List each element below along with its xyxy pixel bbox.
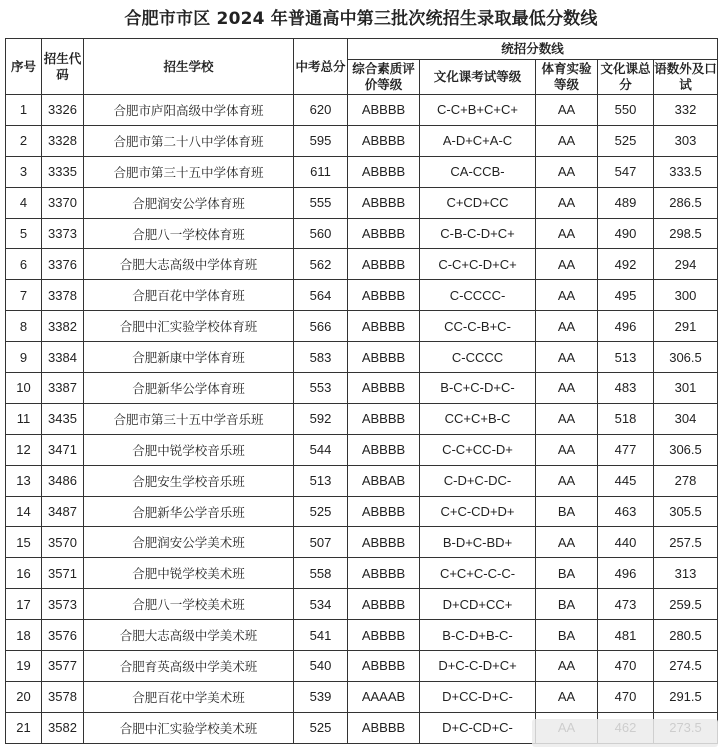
cell-seq: 21 [6, 712, 42, 743]
cell-culture-total: 481 [598, 620, 654, 651]
cell-school: 合肥百花中学体育班 [84, 280, 294, 311]
cell-seq: 3 [6, 156, 42, 187]
cell-pe: AA [536, 95, 598, 126]
cell-grade: C-C+B+C+C+ [420, 95, 536, 126]
cell-culture-total: 477 [598, 434, 654, 465]
cell-culture-total: 470 [598, 651, 654, 682]
table-row [6, 95, 718, 126]
table-row [6, 125, 718, 156]
cell-grade: C-D+C-DC- [420, 465, 536, 496]
header-seq: 序号 [6, 39, 42, 95]
cell-pe: AA [536, 342, 598, 373]
cell-pe: AA [536, 681, 598, 712]
cell-culture-total: 473 [598, 589, 654, 620]
table-row [6, 558, 718, 589]
table-row [6, 651, 718, 682]
cell-quality: ABBBB [348, 589, 420, 620]
cell-school: 合肥新华公学音乐班 [84, 496, 294, 527]
header-lang: 语数外及口试 [654, 60, 718, 95]
table-row [6, 589, 718, 620]
cell-total: 566 [294, 311, 348, 342]
cell-total: 620 [294, 95, 348, 126]
cell-code: 3376 [42, 249, 84, 280]
header-culture-total: 文化课总分 [598, 60, 654, 95]
cell-total: 553 [294, 373, 348, 404]
cell-code: 3370 [42, 187, 84, 218]
cell-culture-total: 463 [598, 496, 654, 527]
cell-grade: C-CCCC [420, 342, 536, 373]
cell-seq: 19 [6, 651, 42, 682]
cell-grade: C-C+C-D+C+ [420, 249, 536, 280]
cell-grade: C+C+C-C-C- [420, 558, 536, 589]
cell-total: 525 [294, 496, 348, 527]
cell-school: 合肥市第二十八中学体育班 [84, 125, 294, 156]
cell-grade: D+C-C-D+C+ [420, 651, 536, 682]
cell-seq: 8 [6, 311, 42, 342]
cell-lang: 278 [654, 465, 718, 496]
table-row [6, 527, 718, 558]
cell-quality: ABBAB [348, 465, 420, 496]
table-row [6, 280, 718, 311]
cell-lang: 304 [654, 403, 718, 434]
cell-pe: BA [536, 496, 598, 527]
cell-culture-total: 550 [598, 95, 654, 126]
cell-seq: 17 [6, 589, 42, 620]
cell-seq: 2 [6, 125, 42, 156]
cell-pe: AA [536, 280, 598, 311]
cell-culture-total: 470 [598, 681, 654, 712]
cell-code: 3576 [42, 620, 84, 651]
cell-quality: ABBBB [348, 249, 420, 280]
cell-pe: AA [536, 651, 598, 682]
cell-seq: 11 [6, 403, 42, 434]
cell-code: 3487 [42, 496, 84, 527]
page-title: 合肥市市区 2024 年普通高中第三批次统招生录取最低分数线 [124, 9, 598, 29]
cell-quality: ABBBB [348, 403, 420, 434]
cell-total: 555 [294, 187, 348, 218]
cell-code: 3578 [42, 681, 84, 712]
cell-lang: 306.5 [654, 342, 718, 373]
cell-code: 3382 [42, 311, 84, 342]
cell-total: 583 [294, 342, 348, 373]
cell-quality: AAAAB [348, 681, 420, 712]
cell-quality: ABBBB [348, 712, 420, 743]
table-row [6, 496, 718, 527]
cell-code: 3335 [42, 156, 84, 187]
table-row [6, 403, 718, 434]
cell-total: 513 [294, 465, 348, 496]
cell-code: 3571 [42, 558, 84, 589]
table-row [6, 434, 718, 465]
cell-lang: 257.5 [654, 527, 718, 558]
cell-school: 合肥中锐学校美术班 [84, 558, 294, 589]
cell-quality: ABBBB [348, 125, 420, 156]
cell-pe: AA [536, 403, 598, 434]
cell-culture-total: 525 [598, 125, 654, 156]
cell-seq: 18 [6, 620, 42, 651]
cell-code: 3373 [42, 218, 84, 249]
cell-seq: 13 [6, 465, 42, 496]
cell-code: 3573 [42, 589, 84, 620]
cell-grade: D+C-CD+C- [420, 712, 536, 743]
cell-quality: ABBBB [348, 311, 420, 342]
cell-seq: 16 [6, 558, 42, 589]
cell-seq: 7 [6, 280, 42, 311]
cell-pe: AA [536, 187, 598, 218]
cell-seq: 5 [6, 218, 42, 249]
header-total: 中考总分 [294, 39, 348, 95]
cell-total: 595 [294, 125, 348, 156]
cell-school: 合肥八一学校美术班 [84, 589, 294, 620]
cell-total: 558 [294, 558, 348, 589]
table-row [6, 373, 718, 404]
cell-lang: 280.5 [654, 620, 718, 651]
header-code: 招生代码 [42, 39, 84, 95]
cell-school: 合肥润安公学美术班 [84, 527, 294, 558]
cell-lang: 286.5 [654, 187, 718, 218]
cell-culture-total: 490 [598, 218, 654, 249]
cell-code: 3486 [42, 465, 84, 496]
cell-school: 合肥大志高级中学美术班 [84, 620, 294, 651]
cell-school: 合肥安生学校音乐班 [84, 465, 294, 496]
cell-grade: CA-CCB- [420, 156, 536, 187]
cell-pe: AA [536, 249, 598, 280]
cell-school: 合肥大志高级中学体育班 [84, 249, 294, 280]
cell-total: 564 [294, 280, 348, 311]
table-row [6, 620, 718, 651]
cell-lang: 294 [654, 249, 718, 280]
cell-culture-total: 547 [598, 156, 654, 187]
cell-school: 合肥市第三十五中学体育班 [84, 156, 294, 187]
cell-culture-total: 492 [598, 249, 654, 280]
cell-total: 507 [294, 527, 348, 558]
cell-total: 592 [294, 403, 348, 434]
cell-pe: AA [536, 218, 598, 249]
cell-code: 3582 [42, 712, 84, 743]
cell-code: 3471 [42, 434, 84, 465]
table-body [6, 95, 718, 744]
cell-lang: 301 [654, 373, 718, 404]
table-row [6, 187, 718, 218]
table-row [6, 156, 718, 187]
cell-total: 539 [294, 681, 348, 712]
cell-lang: 333.5 [654, 156, 718, 187]
cell-school: 合肥市庐阳高级中学体育班 [84, 95, 294, 126]
cell-lang: 274.5 [654, 651, 718, 682]
cell-seq: 9 [6, 342, 42, 373]
cell-school: 合肥中锐学校音乐班 [84, 434, 294, 465]
cell-code: 3570 [42, 527, 84, 558]
cell-culture-total: 496 [598, 311, 654, 342]
cell-total: 560 [294, 218, 348, 249]
cell-seq: 15 [6, 527, 42, 558]
table-row [6, 681, 718, 712]
cell-school: 合肥新康中学体育班 [84, 342, 294, 373]
cell-school: 合肥育英高级中学美术班 [84, 651, 294, 682]
cell-pe: AA [536, 156, 598, 187]
cell-lang: 298.5 [654, 218, 718, 249]
cell-grade: C-C+CC-D+ [420, 434, 536, 465]
cell-lang: 291 [654, 311, 718, 342]
cell-pe: AA [536, 125, 598, 156]
cell-school: 合肥新华公学体育班 [84, 373, 294, 404]
cell-lang: 259.5 [654, 589, 718, 620]
cell-lang: 305.5 [654, 496, 718, 527]
cell-lang: 303 [654, 125, 718, 156]
cell-quality: ABBBB [348, 434, 420, 465]
cell-code: 3378 [42, 280, 84, 311]
table-row [6, 218, 718, 249]
cell-school: 合肥中汇实验学校体育班 [84, 311, 294, 342]
cell-seq: 4 [6, 187, 42, 218]
cell-culture-total: 445 [598, 465, 654, 496]
cell-pe: AA [536, 311, 598, 342]
cell-grade: D+CC-D+C- [420, 681, 536, 712]
cell-pe: BA [536, 589, 598, 620]
cell-grade: C+C-CD+D+ [420, 496, 536, 527]
cell-culture-total: 496 [598, 558, 654, 589]
cell-pe: AA [536, 434, 598, 465]
cell-code: 3387 [42, 373, 84, 404]
cell-school: 合肥百花中学美术班 [84, 681, 294, 712]
cell-quality: ABBBB [348, 373, 420, 404]
cell-quality: ABBBB [348, 218, 420, 249]
cell-school: 合肥中汇实验学校美术班 [84, 712, 294, 743]
cell-lang: 291.5 [654, 681, 718, 712]
cell-quality: ABBBB [348, 496, 420, 527]
cell-lang: 300 [654, 280, 718, 311]
cell-quality: ABBBB [348, 95, 420, 126]
cell-grade: CC+C+B-C [420, 403, 536, 434]
cell-seq: 14 [6, 496, 42, 527]
header-culture-grade: 文化课考试等级 [420, 60, 536, 95]
cell-lang: 313 [654, 558, 718, 589]
cell-total: 525 [294, 712, 348, 743]
score-table [5, 38, 718, 744]
cell-grade: B-C-D+B-C- [420, 620, 536, 651]
cell-grade: D+CD+CC+ [420, 589, 536, 620]
cell-seq: 1 [6, 95, 42, 126]
cell-seq: 6 [6, 249, 42, 280]
table-row [6, 249, 718, 280]
cell-seq: 20 [6, 681, 42, 712]
cell-quality: ABBBB [348, 527, 420, 558]
cell-culture-total: 513 [598, 342, 654, 373]
cell-culture-total: 495 [598, 280, 654, 311]
header-school: 招生学校 [84, 39, 294, 95]
cell-grade: B-C+C-D+C- [420, 373, 536, 404]
cell-quality: ABBBB [348, 280, 420, 311]
cell-quality: ABBBB [348, 342, 420, 373]
cell-school: 合肥市第三十五中学音乐班 [84, 403, 294, 434]
cell-code: 3577 [42, 651, 84, 682]
cell-grade: C-B-C-D+C+ [420, 218, 536, 249]
cell-pe: BA [536, 620, 598, 651]
cell-quality: ABBBB [348, 187, 420, 218]
cell-total: 534 [294, 589, 348, 620]
cell-code: 3435 [42, 403, 84, 434]
table-row [6, 342, 718, 373]
cell-grade: C-CCCC- [420, 280, 536, 311]
cell-culture-total: 518 [598, 403, 654, 434]
cell-culture-total: 440 [598, 527, 654, 558]
cell-culture-total: 483 [598, 373, 654, 404]
cell-quality: ABBBB [348, 156, 420, 187]
header-pe: 体育实验等级 [536, 60, 598, 95]
cell-code: 3326 [42, 95, 84, 126]
cell-total: 544 [294, 434, 348, 465]
cell-quality: ABBBB [348, 620, 420, 651]
cell-total: 562 [294, 249, 348, 280]
cell-code: 3384 [42, 342, 84, 373]
header-quality: 综合素质评价等级 [348, 60, 420, 95]
cell-seq: 12 [6, 434, 42, 465]
cell-culture-total: 489 [598, 187, 654, 218]
cell-school: 合肥八一学校体育班 [84, 218, 294, 249]
cell-pe: BA [536, 558, 598, 589]
cell-total: 611 [294, 156, 348, 187]
table-row [6, 311, 718, 342]
cell-quality: ABBBB [348, 558, 420, 589]
watermark-overlay [532, 719, 718, 747]
cell-pe: AA [536, 527, 598, 558]
cell-pe: AA [536, 465, 598, 496]
cell-lang: 332 [654, 95, 718, 126]
cell-total: 541 [294, 620, 348, 651]
cell-pe: AA [536, 373, 598, 404]
cell-school: 合肥润安公学体育班 [84, 187, 294, 218]
cell-code: 3328 [42, 125, 84, 156]
cell-total: 540 [294, 651, 348, 682]
cell-lang: 306.5 [654, 434, 718, 465]
cell-grade: C+CD+CC [420, 187, 536, 218]
cell-grade: A-D+C+A-C [420, 125, 536, 156]
table-row [6, 465, 718, 496]
cell-quality: ABBBB [348, 651, 420, 682]
cell-seq: 10 [6, 373, 42, 404]
header-group: 统招分数线 [348, 39, 718, 60]
cell-grade: CC-C-B+C- [420, 311, 536, 342]
cell-grade: B-D+C-BD+ [420, 527, 536, 558]
